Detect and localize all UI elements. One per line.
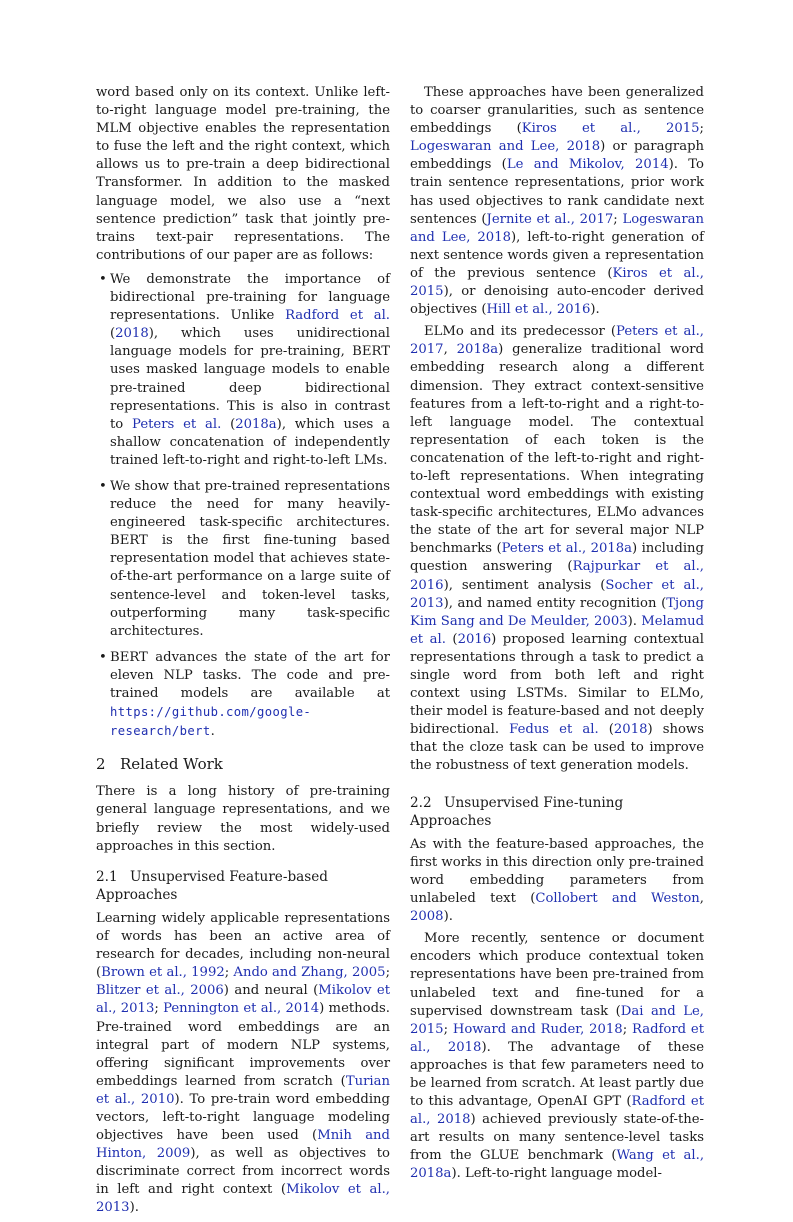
citation-link[interactable]: Logeswaran and Lee, 2018 bbox=[410, 139, 601, 155]
citation-link[interactable]: 2018a bbox=[235, 416, 277, 432]
citation-link[interactable]: Kiros et al., 2015 bbox=[521, 121, 700, 137]
left-column bbox=[96, 84, 390, 1222]
citation-link[interactable]: Wang et al., 2018a bbox=[410, 1148, 705, 1182]
citation-link[interactable]: 2008 bbox=[410, 909, 444, 925]
encoders-paragraph: More recently, sentence or document encoders which produce contextual token representations have been pre-trained from unlabeled text and fine-tuned for a supervised downstream task (Dai and Le, 2015; Howard and Ruder, 2018; Radford et al., 2018). The advantage of these approaches is that few parameters need to be learned from scratch. At least partly due to this advantage, OpenAI GPT (Radford et al., 2018) achieved previously state-of-the-art results on many sentence-level tasks from the GLUE benchmark (Wang et al., 2018a). Left-to-right language model- bbox=[410, 931, 705, 1182]
related-work-intro: There is a long history of pre-training general language representations, and we briefly review the most widely-used approaches in this section. bbox=[96, 784, 390, 854]
citation-link[interactable]: Mnih and Hinton, 2009 bbox=[96, 1128, 390, 1162]
citation-link[interactable]: Ando and Zhang, 2005 bbox=[233, 965, 386, 981]
citation-link[interactable]: Tjong Kim Sang and De Meulder, 2003 bbox=[410, 595, 704, 629]
citation-link[interactable]: Logeswaran and Lee, 2018 bbox=[410, 211, 704, 245]
contribution-item-1: • We demonstrate the importance of bidirectional pre-training for language representations. Unlike Radford et al. (2018), which uses unidirectional language models for pre-training, BERT uses masked language models to enable pre-trained deep bidirectional representations. This is also in contrast to Peters et al. (2018a), which uses a shallow concatenation of independently trained left-to-right and right-to-left LMs. bbox=[96, 271, 390, 470]
citation-link[interactable]: Pennington et al., 2014 bbox=[163, 1001, 320, 1017]
citation-link[interactable]: Radford et al. bbox=[285, 308, 390, 324]
contributions-list bbox=[96, 271, 390, 741]
subsection-heading-feature-based: 2.1 Unsupervised Feature-based Approaches bbox=[96, 868, 328, 903]
citation-link[interactable]: Dai and Le, 2015 bbox=[410, 1003, 704, 1037]
citation-link[interactable]: Peters et al., 2018a bbox=[501, 541, 633, 557]
citation-link[interactable]: Radford et al., 2018 bbox=[410, 1094, 704, 1128]
contribution-item-3: • BERT advances the state of the art for eleven NLP tasks. The code and pre-trained models are available at https://github.com/google-research/bert. bbox=[96, 649, 390, 741]
citation-link[interactable]: Mikolov et al., 2013 bbox=[96, 1182, 391, 1216]
code-url-link[interactable]: https://github.com/google-research/bert bbox=[110, 705, 312, 739]
citation-link[interactable]: Collobert and Weston bbox=[535, 891, 700, 907]
intro-paragraph: word based only on its context. Unlike left-to-right language model pre-training, the MLM objective enables the representation to fuse the left and the right context, which allows us to pre-train a deep bidirectional Transformer. In addition to the masked language model, we also use a “next sentence prediction” task that jointly pre-trains text-pair representations. The contributions of our paper are as follows: bbox=[96, 85, 390, 263]
citation-link[interactable]: Jernite et al., 2017 bbox=[486, 211, 614, 227]
section-heading-related-work: 2 Related Work bbox=[96, 755, 223, 774]
citation-link[interactable]: 2016 bbox=[457, 631, 492, 647]
citation-link[interactable]: Socher et al., 2013 bbox=[410, 577, 704, 611]
citation-link[interactable]: Peters et al. bbox=[132, 416, 222, 432]
citation-link[interactable]: Melamud et al. bbox=[410, 613, 705, 647]
feature-based-paragraph: Learning widely applicable representations of words has been an active area of research for decades, including non-neural (Brown et al., 1992; Ando and Zhang, 2005; Blitzer et al., 2006) and neural (Mikolov et al., 2013; Pennington et al., 2014) methods. Pre-trained word embeddings are an integral part of modern NLP systems, offering significant improvements over embeddings learned from scratch (Turian et al., 2010). To pre-train word embedding vectors, left-to-right language modeling objectives have been used (Mnih and Hinton, 2009), as well as objectives to discriminate correct from incorrect words in left and right context (Mikolov et al., 2013). bbox=[96, 910, 391, 1216]
citation-link[interactable]: Radford et al., 2018 bbox=[410, 1021, 704, 1055]
contribution-item-2: • We show that pre-trained representations reduce the need for many heavily-engineered task-specific architectures. BERT is the first fine-tuning based representation model that achieves state-of-the-art performance on a large suite of sentence-level and token-level tasks, outperforming many task-specific architectures. bbox=[96, 478, 390, 641]
citation-link[interactable]: Le and Mikolov, 2014 bbox=[506, 157, 669, 173]
citation-link[interactable]: Fedus et al. bbox=[509, 722, 599, 738]
citation-link[interactable]: Rajpurkar et al., 2016 bbox=[410, 559, 704, 593]
generalization-paragraph: These approaches have been generalized to coarser granularities, such as sentence embeddings (Kiros et al., 2015; Logeswaran and Lee, 2018) or paragraph embeddings (Le and Mikolov, 2014). To train sentence representations, prior work has used objectives to rank candidate next sentences (Jernite et al., 2017; Logeswaran and Lee, 2018), left-to-right generation of next sentence words given a representation of the previous sentence (Kiros et al., 2015), or denoising auto-encoder derived objectives (Hill et al., 2016). bbox=[410, 85, 705, 318]
citation-link[interactable]: Brown et al., 1992 bbox=[101, 965, 225, 981]
citation-link[interactable]: Howard and Ruder, 2018 bbox=[452, 1021, 623, 1037]
citation-link[interactable]: 2018 bbox=[115, 326, 149, 342]
citation-link[interactable]: 2018 bbox=[613, 722, 648, 738]
citation-link[interactable]: Hill et al., 2016 bbox=[486, 302, 591, 318]
citation-link[interactable]: Blitzer et al., 2006 bbox=[96, 983, 224, 999]
citation-link[interactable]: Kiros et al., 2015 bbox=[410, 265, 704, 300]
fine-tuning-paragraph: As with the feature-based approaches, the first works in this direction only pre-trained word embedding parameters from unlabeled text (Collobert and Weston, 2008). bbox=[410, 836, 704, 925]
elmo-paragraph: ELMo and its predecessor (Peters et al., 2017, 2018a) generalize traditional word embedding research along a different dimension. They extract context-sensitive features from a left-to-right and a right-to-left language model. The contextual representation of each token is the concatenation of the left-to-right and right-to-left representations. When integrating contextual word embeddings with existing task-specific architectures, ELMo advances the state of the art for several major NLP benchmarks (Peters et al., 2018a) including question answering (Rajpurkar et al., 2016), sentiment analysis (Socher et al., 2013), and named entity recognition (Tjong Kim Sang and De Meulder, 2003). Melamud et al. (2016) proposed learning contextual representations through a task to predict a single word from both left and right context using LSTMs. Similar to ELMo, their model is feature-based and not deeply bidirectional. Fedus et al. (2018) shows that the cloze task can be used to improve the robustness of text generation models. bbox=[410, 324, 705, 774]
citation-link[interactable]: Peters et al., 2017 bbox=[410, 324, 704, 358]
citation-link[interactable]: Mikolov et al., 2013 bbox=[96, 983, 391, 1017]
right-column bbox=[410, 84, 704, 1188]
subsection-heading-fine-tuning: 2.2 Unsupervised Fine-tuning Approaches bbox=[410, 794, 624, 829]
citation-link[interactable]: 2018a bbox=[456, 342, 499, 358]
citation-link[interactable]: Turian et al., 2010 bbox=[96, 1073, 390, 1107]
